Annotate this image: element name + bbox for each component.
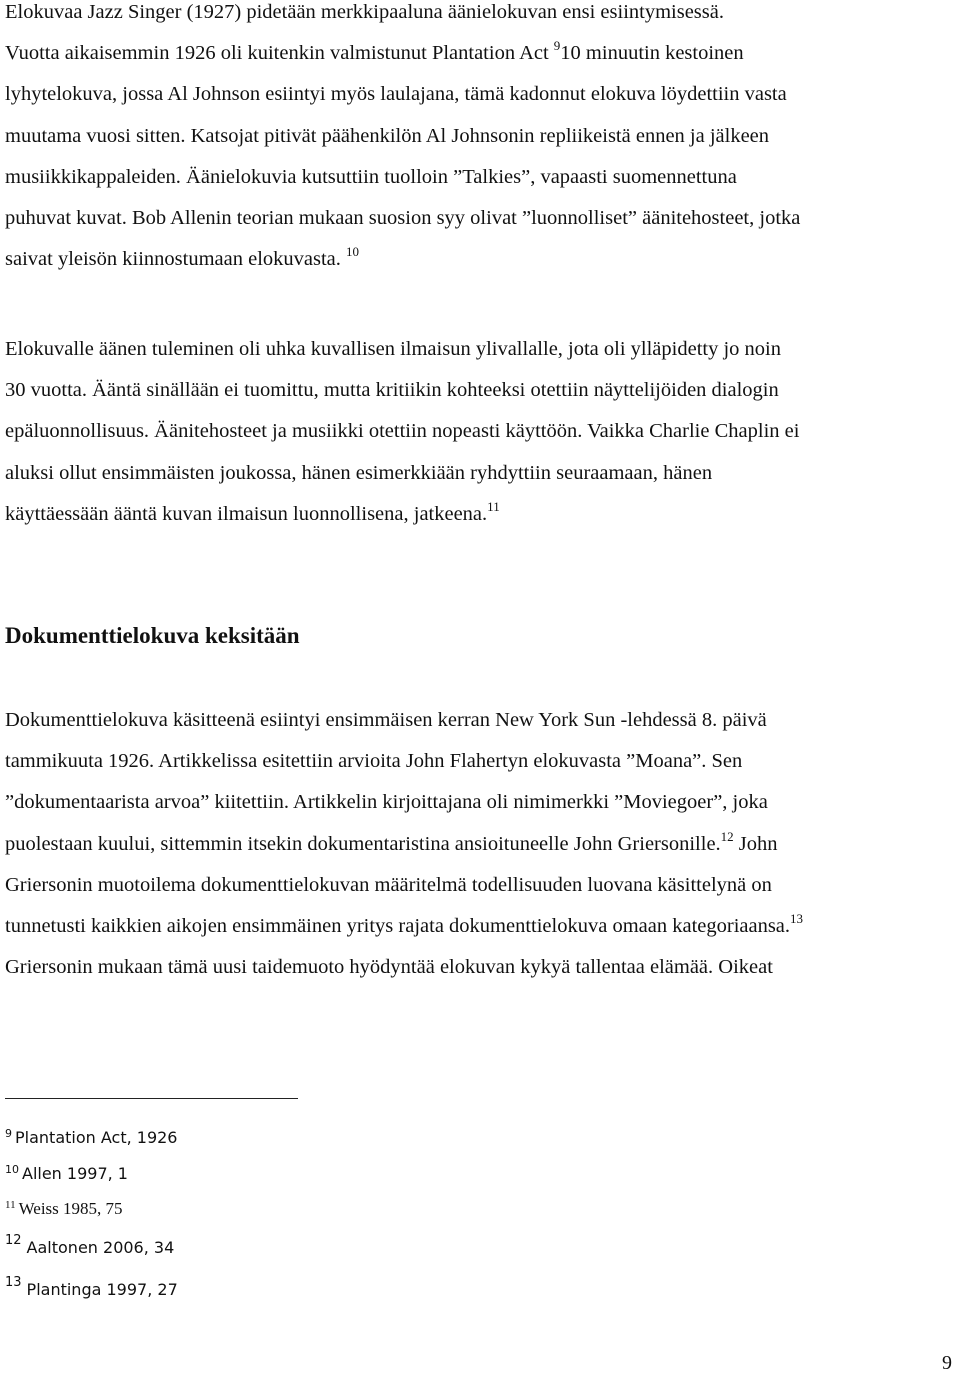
text-segment: John xyxy=(733,832,778,855)
footnote-13 xyxy=(5,1275,178,1301)
text-line: Dokumenttielokuva käsitteenä esiintyi ensimmäisen kerran New York Sun -lehdessä 8. päivä xyxy=(5,709,767,731)
text-segment: 10 minuutin kestoinen xyxy=(560,42,744,65)
text-line: Griersonin mukaan tämä uusi taidemuoto hyödyntää elokuvan kykyä tallentaa elämää. Oikeat xyxy=(5,956,773,979)
footnote-11 xyxy=(5,1198,123,1220)
body-paragraph-jazz-singer xyxy=(5,0,957,280)
text-segment: käyttäessään ääntä kuvan ilmaisun luonnollisena, jatkeena. xyxy=(5,502,488,525)
text-line xyxy=(5,33,957,74)
footnote-number: 9 xyxy=(5,1127,12,1140)
footnote-12 xyxy=(5,1233,175,1259)
footnote-ref: 10 xyxy=(346,244,360,260)
text-line: 30 vuotta. Ääntä sinällään ei tuomittu, mutta kritiikin kohteeksi otettiin näyttelijöiden dialogin xyxy=(5,379,779,402)
footnote-text: Plantation Act, 1926 xyxy=(15,1128,178,1147)
text-line: ”dokumentaarista arvoa” kiitettiin. Artikkelin kirjoittajana oli nimimerkki ”Moviegoer”, joka xyxy=(5,791,768,814)
text-segment: tunnetusti kaikkien aikojen ensimmäinen yritys rajata dokumenttielokuva omaan kategoriaansa. xyxy=(5,915,791,938)
footnote-ref: 9 xyxy=(553,38,561,54)
footnote-separator xyxy=(5,1098,298,1099)
footnote-ref: 13 xyxy=(790,911,804,927)
text-line: Griersonin muotoilema dokumenttielokuvan määritelmä todellisuuden luovana käsittelynä on xyxy=(5,873,772,896)
footnote-number: 13 xyxy=(5,1275,22,1290)
text-line: tammikuuta 1926. Artikkelissa esitettiin arvioita John Flahertyn elokuvasta ”Moana”. Sen xyxy=(5,750,743,773)
page-number: 9 xyxy=(942,1352,952,1374)
footnote-ref: 11 xyxy=(487,498,500,514)
footnote-number: 10 xyxy=(5,1163,19,1176)
text-line: Elokuvaa Jazz Singer (1927) pidetään merkkipaaluna äänielokuvan ensi esiintymisessä. xyxy=(5,1,724,23)
footnote-10 xyxy=(5,1163,128,1185)
footnote-text: Aaltonen 2006, 34 xyxy=(26,1238,175,1257)
text-segment: puolestaan kuului, sittemmin itsekin dokumentaristina ansioituneelle John Griersonille. xyxy=(5,832,721,855)
footnote-number: 11 xyxy=(5,1199,16,1211)
footnote-text: Allen 1997, 1 xyxy=(22,1164,128,1183)
text-segment: saivat yleisön kiinnostumaan elokuvasta. xyxy=(5,248,347,271)
text-line xyxy=(5,494,957,535)
text-line: musiikkikappaleiden. Äänielokuvia kutsuttiin tuolloin ”Talkies”, vapaasti suomennettuna xyxy=(5,165,737,188)
text-line: puhuvat kuvat. Bob Allenin teorian mukaan suosion syy olivat ”luonnolliset” äänitehosteet, jotka xyxy=(5,207,801,230)
text-line xyxy=(5,239,957,280)
body-paragraph-documentary xyxy=(5,700,957,988)
text-line: aluksi ollut ensimmäisten joukossa, hänen esimerkkiään ryhdyttiin seuraamaan, hänen xyxy=(5,461,713,484)
footnote-text: Weiss 1985, 75 xyxy=(18,1199,123,1218)
section-heading: Dokumenttielokuva keksitään xyxy=(5,623,300,648)
body-paragraph-sound-threat xyxy=(5,329,957,535)
text-line: muutama vuosi sitten. Katsojat pitivät päähenkilön Al Johnsonin repliikeistä ennen ja jälkeen xyxy=(5,124,770,147)
text-line: epäluonnollisuus. Äänitehosteet ja musiikki otettiin nopeasti käyttöön. Vaikka Charlie Chaplin ei xyxy=(5,420,800,443)
footnote-9 xyxy=(5,1127,177,1149)
text-line xyxy=(5,906,957,947)
footnote-ref: 12 xyxy=(720,828,734,844)
text-segment: Vuotta aikaisemmin 1926 oli kuitenkin valmistunut Plantation Act xyxy=(5,42,554,65)
text-line xyxy=(5,824,957,865)
footnote-text: Plantinga 1997, 27 xyxy=(26,1280,178,1299)
text-line: lyhytelokuva, jossa Al Johnson esiintyi myös laulajana, tämä kadonnut elokuva löydettiin vasta xyxy=(5,83,787,106)
text-line: Elokuvalle äänen tuleminen oli uhka kuvallisen ilmaisun ylivallalle, jota oli ylläpidetty jo noin xyxy=(5,338,781,360)
footnote-number: 12 xyxy=(5,1233,22,1248)
